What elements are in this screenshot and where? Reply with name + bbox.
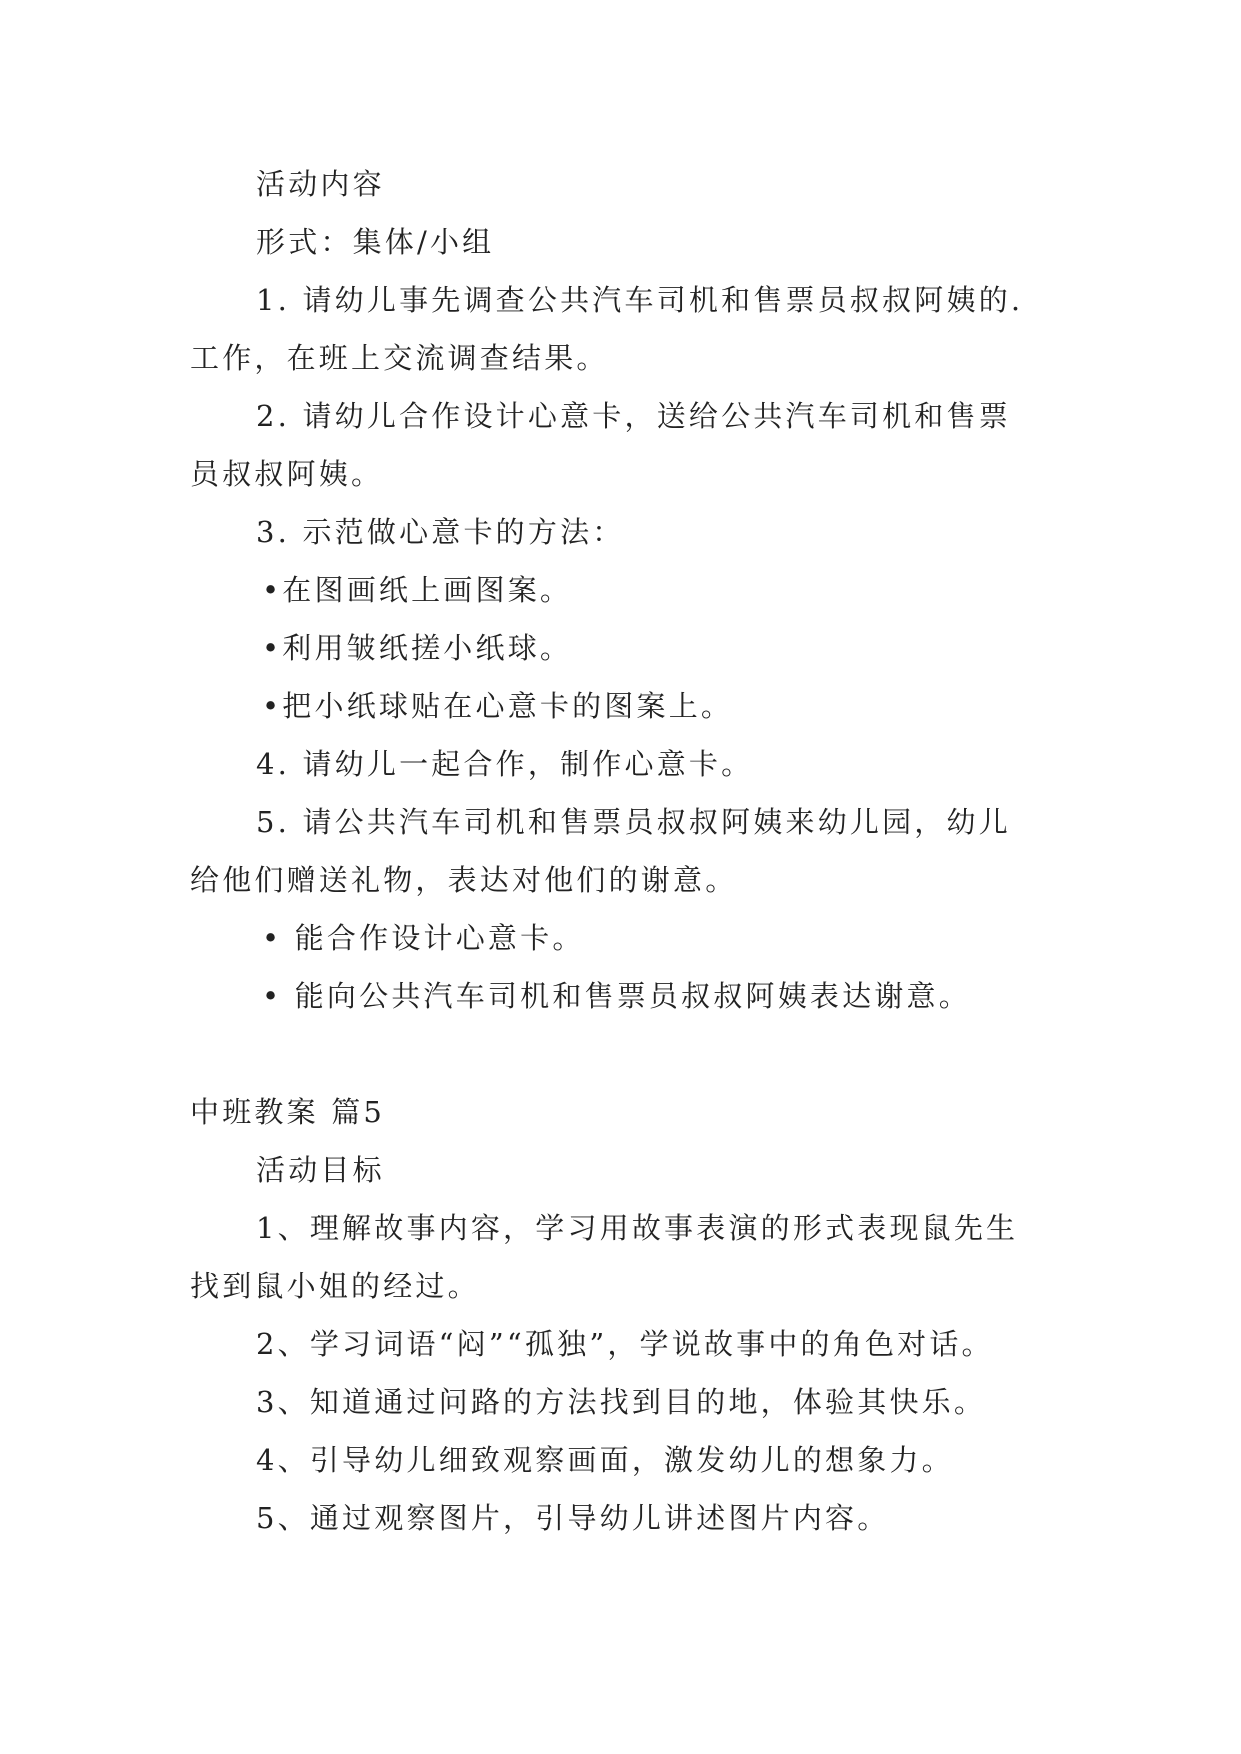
content-item-1-line-1: 1. 请幼儿事先调查公共汽车司机和售票员叔叔阿姨的. [256,283,1024,317]
content-item-2-line-1: 2. 请幼儿合作设计心意卡，送给公共汽车司机和售票 [256,399,1011,433]
content-item-5-line-2: 给他们赠送礼物，表达对他们的谢意。 [190,863,738,897]
method-step-2: •利用皱纸搓小纸球。 [262,631,573,665]
activity-form: 形式：集体/小组 [256,225,495,259]
objective-2: 2、学习词语“闷”“孤独”，学说故事中的角色对话。 [256,1327,994,1361]
objective-4: 4、引导幼儿细致观察画面，激发幼儿的想象力。 [256,1443,954,1477]
lesson-plan-title: 中班教案 篇5 [190,1095,386,1129]
content-item-5-line-1: 5. 请公共汽车司机和售票员叔叔阿姨来幼儿园，幼儿 [256,805,1011,839]
content-item-4: 4. 请幼儿一起合作，制作心意卡。 [256,747,754,781]
objective-1-line-2: 找到鼠小姐的经过。 [190,1269,480,1303]
objective-3: 3、知道通过问路的方法找到目的地，体验其快乐。 [256,1385,987,1419]
content-item-1-line-2: 工作，在班上交流调查结果。 [190,341,609,375]
method-step-3: •把小纸球贴在心意卡的图案上。 [262,689,734,723]
activity-content-heading: 活动内容 [256,167,385,201]
objective-5: 5、通过观察图片，引导幼儿讲述图片内容。 [256,1501,890,1535]
content-item-3: 3. 示范做心意卡的方法： [256,515,625,549]
goal-bullet-2: • 能向公共汽车司机和售票员叔叔阿姨表达谢意。 [262,979,971,1013]
activity-goals-heading: 活动目标 [256,1153,385,1187]
content-item-2-line-2: 员叔叔阿姨。 [190,457,384,491]
goal-bullet-1: • 能合作设计心意卡。 [262,921,585,955]
objective-1-line-1: 1、理解故事内容，学习用故事表演的形式表现鼠先生 [256,1211,1019,1245]
method-step-1: •在图画纸上画图案。 [262,573,573,607]
